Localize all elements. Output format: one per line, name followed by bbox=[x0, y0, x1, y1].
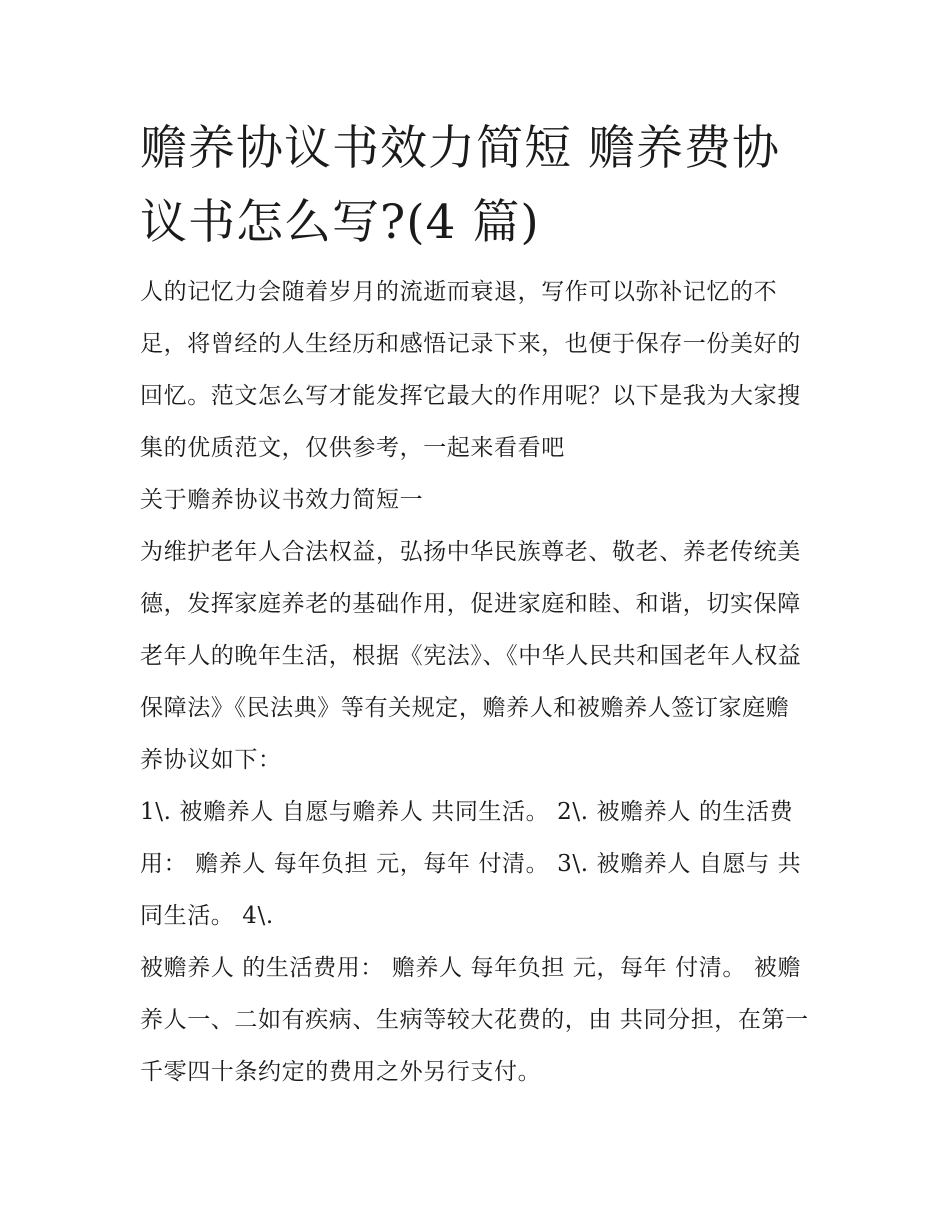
clause-paragraph: 1\. 被赡养人 自愿与赡养人 共同生活。 2\. 被赡养人 的生活费用： 赡养人 每年负担 元，每年 付清。 3\. 被赡养人 自愿与 共同生活。 4\. bbox=[140, 799, 802, 929]
document-title: 赡养协议书效力简短 赡养费协议书怎么写?(4 篇) bbox=[140, 121, 780, 250]
document-page bbox=[140, 112, 812, 1098]
body-paragraph: 为维护老年人合法权益，弘扬中华民族尊老、敬老、养老传统美德，发挥家庭养老的基础作用，促进家庭和睦、和谐，切实保障老年人的晚年生活，根据《宪法》、《中华人民共和国老年人权益保障法》《民法典》等有关规定，赡养人和被赡养人签订家庭赡养协议如下： bbox=[140, 539, 802, 773]
intro-paragraph: 人的记忆力会随着岁月的流逝而衰退，写作可以弥补记忆的不足，将曾经的人生经历和感悟记录下来，也便于保存一份美好的回忆。范文怎么写才能发挥它最大的作用呢？以下是我为大家搜集的优质范文，仅供参考，一起来看看吧 bbox=[140, 279, 801, 461]
section-heading: 关于赡养协议书效力简短一 bbox=[140, 487, 424, 513]
clause-paragraph: 被赡养人 的生活费用： 赡养人 每年负担 元，每年 付清。 被赡养人一、二如有疾病、生病等较大花费的，由 共同分担，在第一千零四十条约定的费用之外另行支付。 bbox=[140, 955, 809, 1085]
